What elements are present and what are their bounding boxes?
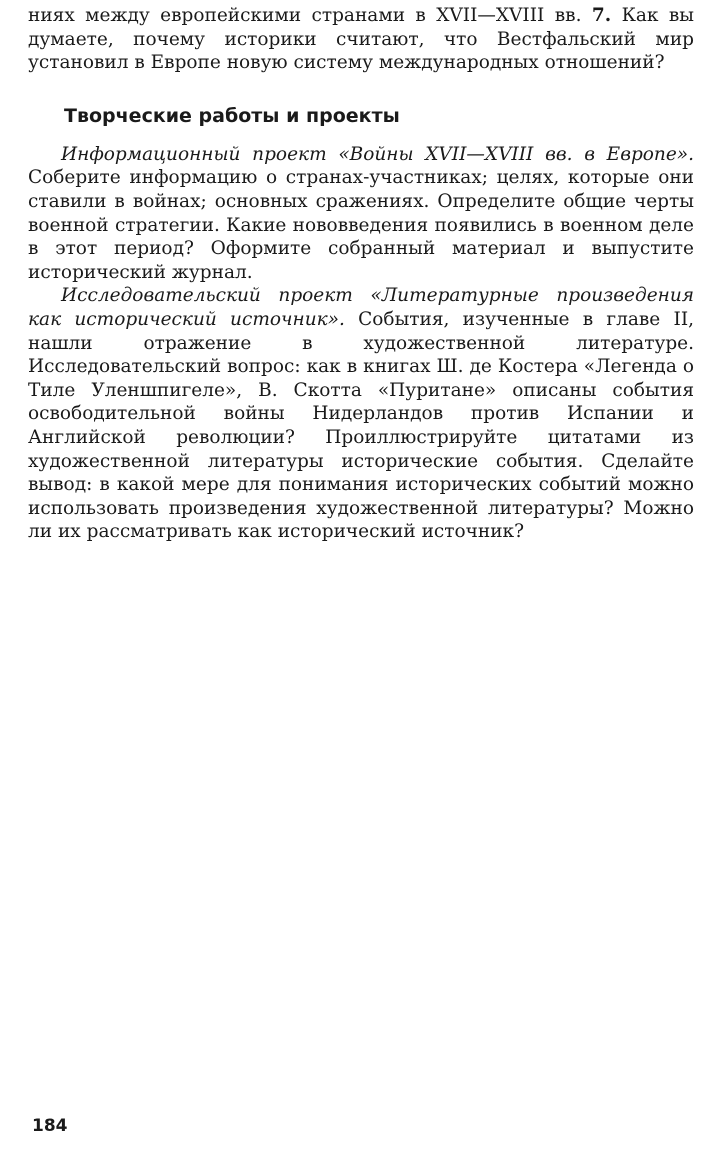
intro-text-start: ниях между европейскими странами в XVII—XVIII вв. [28,5,592,26]
intro-text-end: Как вы думаете, почему историки считают, что Вестфальский мир установил в Европе новую систему международных отношений? [28,5,695,74]
page-number: 184 [32,1116,68,1136]
question-number: 7. [591,5,612,26]
project-title: Исследовательский проект «Литературные произведения как исторический источник». [28,285,694,330]
project-paragraph-information [28,143,694,285]
project-title: Информационный проект «Войны XVII—XVIII вв. в Европе». [61,143,694,165]
project-body: События, изученные в главе II, нашли отражение в художественной литературе. Исследовательский вопрос: как в книгах Ш. де Костера «Легенда о Тиле Уленшпигеле», В. Скотта «Пуритане» описаны события освободительной войны Нидерландов против Испании и Английской революции? Проиллюстрируйте цитатами из художественной литературы исторические события. Сделайте вывод: в какой мере для понимания исторических событий можно использовать произведения художественной литературы? Можно ли их рассматривать как исторический источник? [28,308,695,543]
page-content [28,4,694,544]
section-heading: Творческие работы и проекты [64,104,400,127]
intro-paragraph [28,4,694,75]
project-paragraph-research [28,284,694,544]
project-body: Соберите информацию о странах-участниках; целях, которые они ставили в войнах; основных сражениях. Определите общие черты военной стратегии. Какие нововведения появились в военном деле в этот период? Оформите собранный материал и выпустите исторический журнал. [28,167,694,283]
